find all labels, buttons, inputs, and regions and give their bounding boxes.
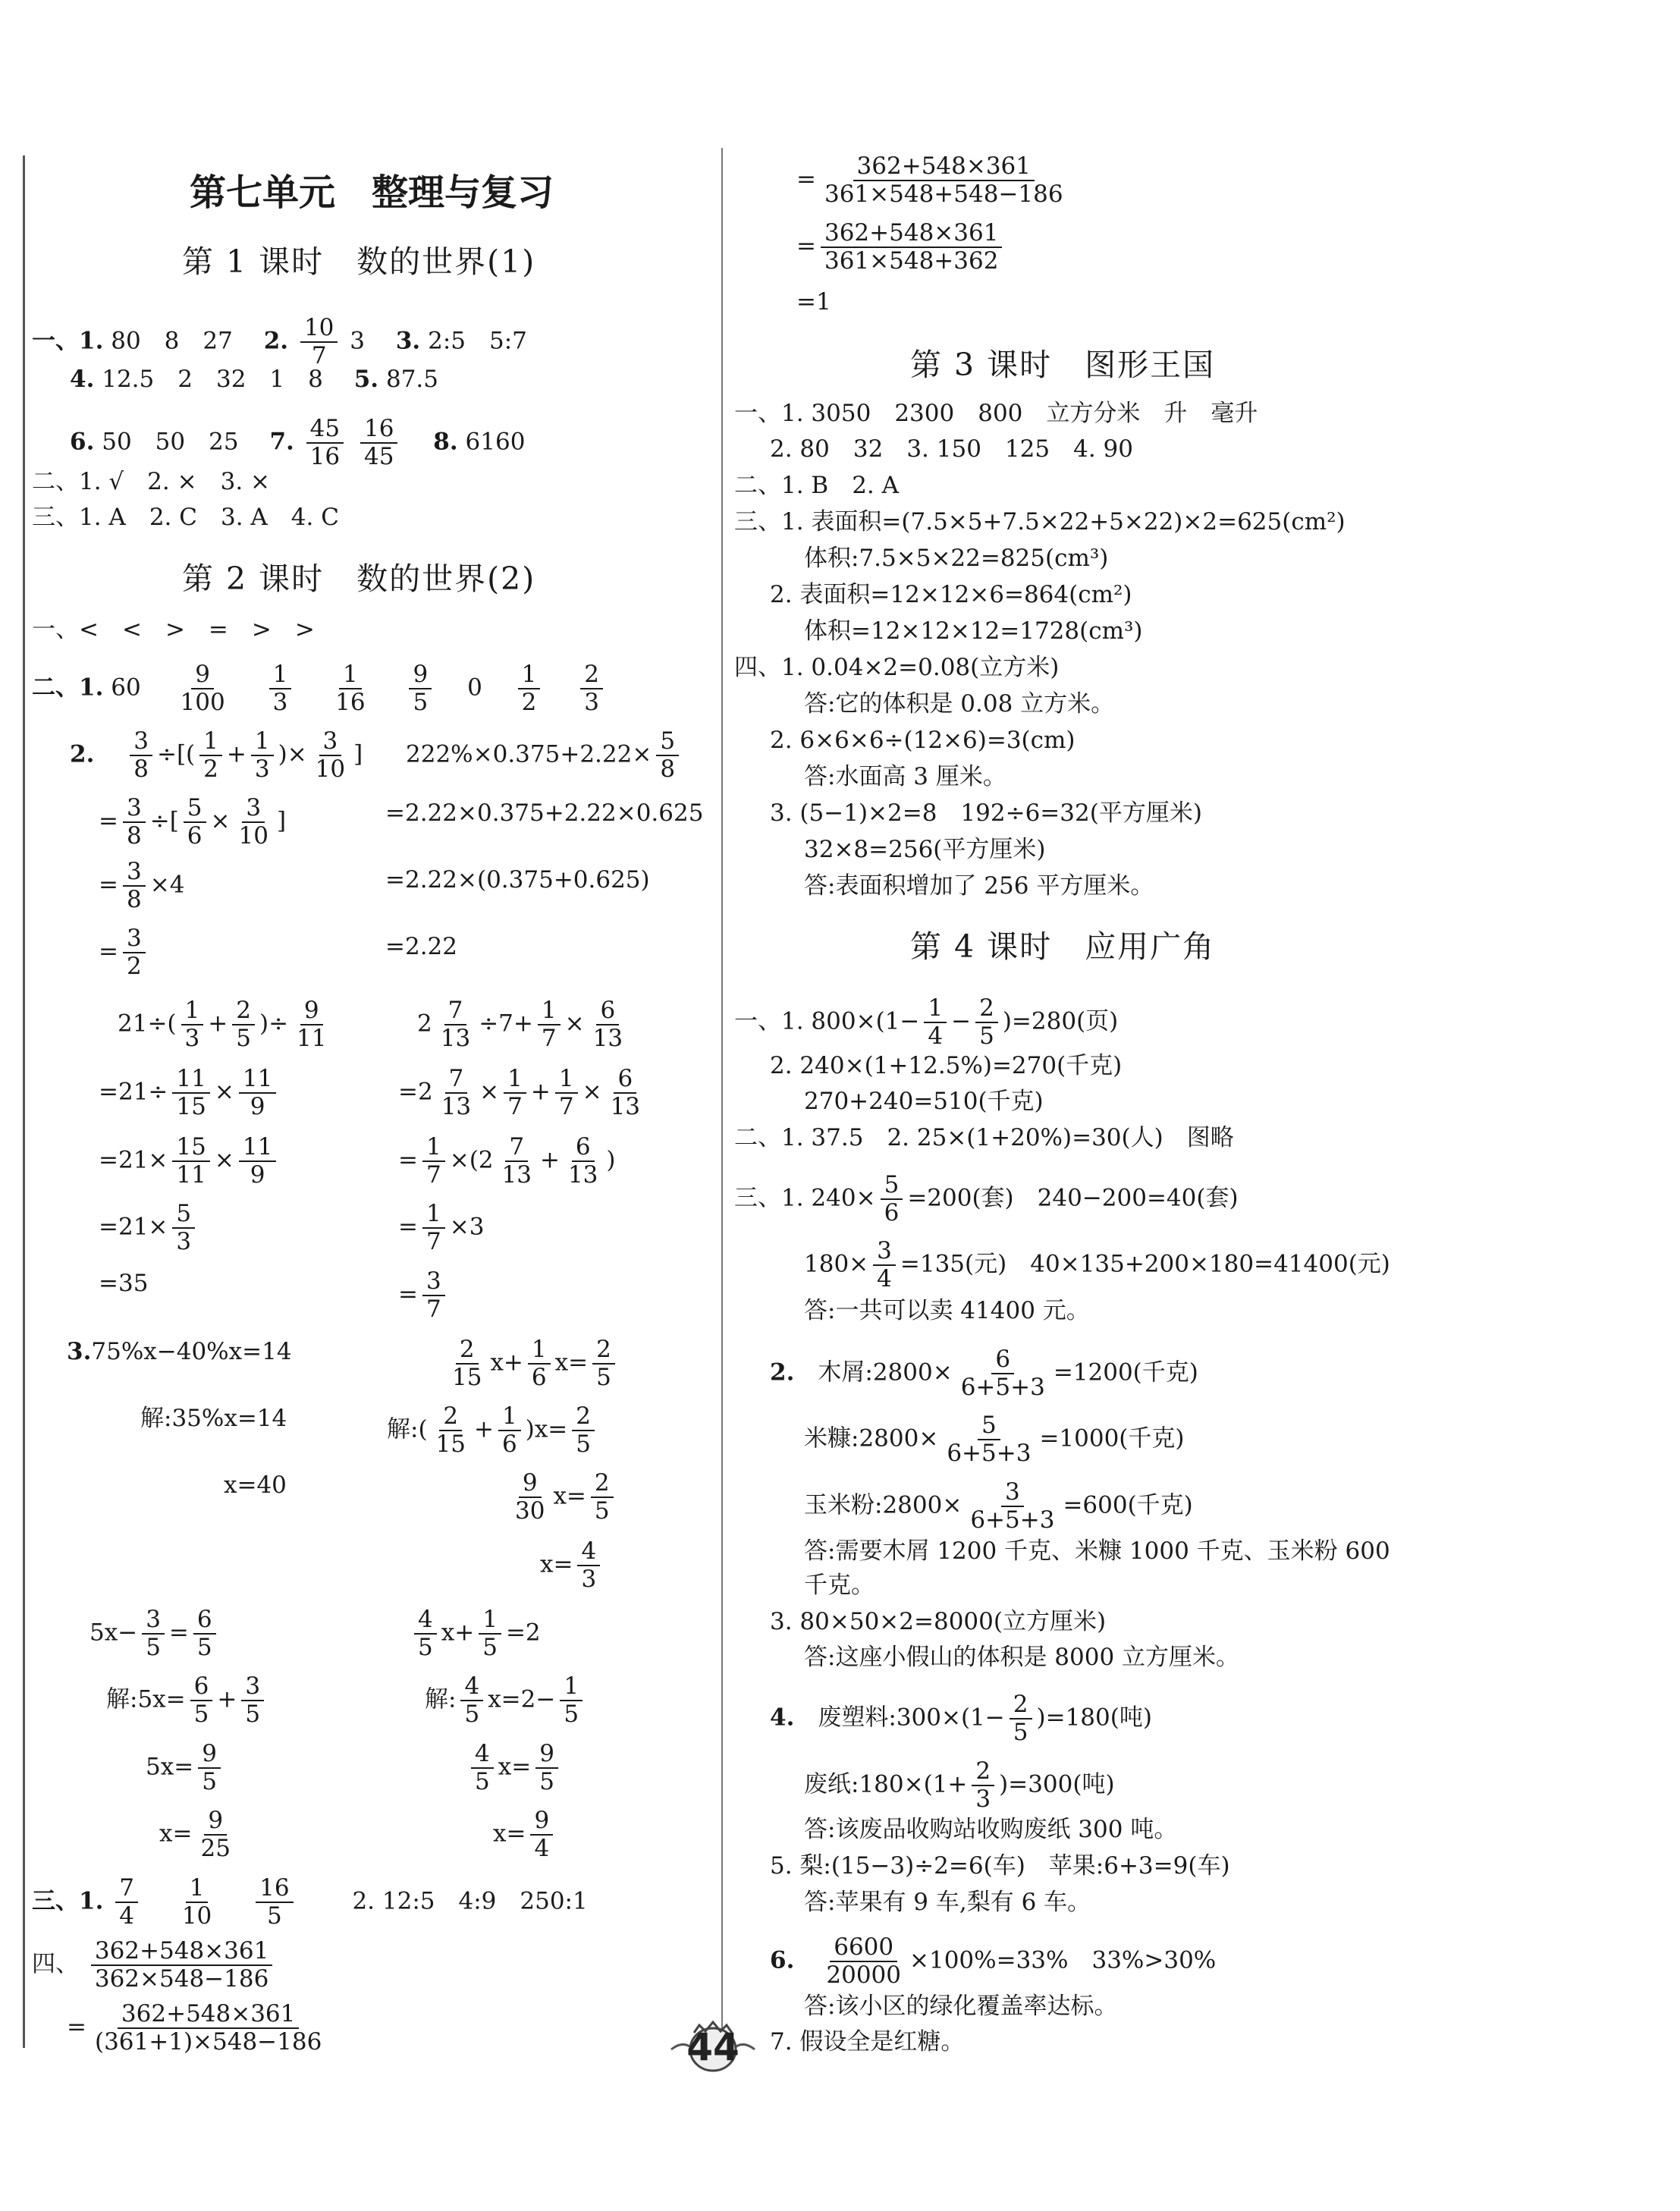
l4-s3-q4c: 答:该废品收购站收购废纸 300 吨。 <box>804 1816 1178 1843</box>
l4-s3-q3: 3. 80×50×2=8000(立方厘米) <box>770 1608 1107 1635</box>
l2-c3-r4: =21× $\frac{5}{3}$ <box>99 1201 199 1255</box>
l2-s2: 二、1. 60 $\frac{9}{100}$ $\frac{1}{3}$ $\frac{1}{16}$ $\frac{9}{5}$ 0 $\frac{1}{2}$ $\frac{2}{3}$ <box>32 661 608 716</box>
l4-s3-q2d: 答:需要木屑 1200 千克、米糠 1000 千克、玉米粉 600 <box>804 1537 1390 1565</box>
l3-s2: 二、1. B 2. A <box>734 472 900 499</box>
l4-s3-q2e: 千克。 <box>804 1572 875 1599</box>
l2-e4-r1: $\frac{4}{5}$ x+ $\frac{1}{5}$ =2 <box>410 1606 541 1661</box>
l4-s3-q1: 三、1. 240× $\frac{5}{6}$ =200(套) 240−200=40(套) <box>734 1171 1239 1226</box>
l3-s4-q2: 2. 6×6×6÷(12×6)=3(cm) <box>770 727 1076 754</box>
l2-c1-r4: = $\frac{3}{2}$ <box>99 925 150 980</box>
l1-q4: 4. 12.5 2 32 1 8 5. 87.5 <box>70 366 438 393</box>
l2-e3-r3: 5x= $\frac{9}{5}$ <box>146 1741 225 1795</box>
l2-s3: 三、1. $\frac{7}{4}$ $\frac{1}{10}$ $\frac{16}{5}$ 2. 12:5 4:9 250:1 <box>32 1874 588 1930</box>
l4-s3-q5: 5. 梨:(15−3)÷2=6(车) 苹果:6+3=9(车) <box>770 1852 1230 1880</box>
l2-e4-r2: 解: $\frac{4}{5}$ x=2− $\frac{1}{5}$ <box>425 1673 587 1728</box>
l2-c3-r2: =21÷ $\frac{11}{15}$ × $\frac{11}{9}$ <box>99 1066 281 1120</box>
l2-c2-r4: =2.22 <box>385 933 457 960</box>
l4-s2: 二、1. 37.5 2. 25×(1+20%)=30(人) 图略 <box>734 1124 1234 1151</box>
l3-s4-q3b: 32×8=256(平方厘米) <box>804 836 1046 863</box>
l4-s3-q2c: 玉米粉:2800× $\frac{3}{6+5+3}$ =600(千克) <box>804 1478 1193 1534</box>
l2-s1: 一、< < > = > > <box>32 616 315 643</box>
lesson1-title: 第 1 课时 数的世界(1) <box>182 243 536 280</box>
page-number: 44 <box>686 2025 740 2069</box>
l2-e3-r2: 解:5x= $\frac{6}{5}$ + $\frac{3}{5}$ <box>106 1673 268 1728</box>
l4-s3-q7: 7. 假设全是红糖。 <box>770 2028 965 2056</box>
l4-s3-q6: 6. $\frac{6600}{20000}$ ×100%=33% 33%>30% <box>770 1933 1217 1989</box>
l4-q1: 一、1. 800×(1− $\frac{1}{4}$ − $\frac{2}{5}$ )=280(页) <box>734 994 1119 1050</box>
column-divider <box>721 148 723 2056</box>
l3-s4-q2b: 答:水面高 3 厘米。 <box>804 763 1006 790</box>
r-top-r3: =1 <box>796 288 831 316</box>
l3-s3-q2b: 体积=12×12×12=1728(cm³) <box>804 617 1143 645</box>
l4-s3-q2b: 米糠:2800× $\frac{5}{6+5+3}$ =1000(千克) <box>804 1412 1185 1467</box>
l2-e2-r1: $\frac{2}{15}$ x+ $\frac{1}{6}$ x= $\frac{2}{5}$ <box>444 1336 620 1391</box>
l4-s3-q1b: 180× $\frac{3}{4}$ =135(元) 40×135+200×180=41400(元) <box>804 1237 1390 1292</box>
l3-s4-q1b: 答:它的体积是 0.08 立方米。 <box>804 690 1115 718</box>
l2-e3-r1: 5x− $\frac{3}{5}$ = $\frac{6}{5}$ <box>89 1606 221 1661</box>
l2-c4-r5: = $\frac{3}{7}$ <box>398 1268 450 1323</box>
l2-c1-r2: = $\frac{3}{8}$ ÷[ $\frac{5}{6}$ × $\frac{3}{10}$ ] <box>99 794 287 850</box>
l3-s3-q2: 2. 表面积=12×12×6=864(cm²) <box>770 581 1132 608</box>
l2-c2-r2: =2.22×0.375+2.22×0.625 <box>385 799 704 827</box>
l2-e4-r3: $\frac{4}{5}$ x= $\frac{9}{5}$ <box>466 1741 563 1795</box>
l1-s2: 二、1. √ 2. × 3. × <box>32 468 270 495</box>
lesson3-title: 第 3 课时 图形王国 <box>910 347 1216 383</box>
l2-c3-r5: =35 <box>99 1270 149 1297</box>
l2-c2-r3: =2.22×(0.375+0.625) <box>385 866 650 894</box>
l3-s4-q3c: 答:表面积增加了 256 平方厘米。 <box>804 872 1154 900</box>
l4-s3-q4: 4. 废塑料:300×(1− $\frac{2}{5}$ )=180(吨) <box>770 1691 1152 1746</box>
l2-e1-r1: 3.75%x−40%x=14 <box>67 1338 292 1365</box>
l4-s3-q2: 2. 木屑:2800× $\frac{6}{6+5+3}$ =1200(千克) <box>770 1346 1198 1401</box>
l1-s3: 三、1. A 2. C 3. A 4. C <box>32 504 339 531</box>
l2-e4-r4: x= $\frac{9}{4}$ <box>493 1807 557 1862</box>
l3-s4-q1: 四、1. 0.04×2=0.08(立方米) <box>734 654 1060 681</box>
l3-s3-q1b: 体积:7.5×5×22=825(cm³) <box>804 545 1109 572</box>
l2-e2-r2: 解:( $\frac{2}{15}$ + $\frac{1}{6}$ )x= $\frac{2}{5}$ <box>387 1403 599 1458</box>
l3-s1-q2: 2. 80 32 3. 150 125 4. 90 <box>770 435 1133 463</box>
l4-s3-q3b: 答:这座小假山的体积是 8000 立方厘米。 <box>804 1644 1240 1671</box>
l2-e3-r4: x= $\frac{9}{25}$ <box>159 1807 231 1862</box>
l1-q1: 一、1. 80 8 27 2. $\frac{10}{7}$ 3 3. 2:5 5:7 <box>32 314 527 369</box>
lesson4-title: 第 4 课时 应用广角 <box>910 928 1216 965</box>
lesson2-title: 第 2 课时 数的世界(2) <box>182 561 536 597</box>
l2-c2-r1: 222%×0.375+2.22× $\frac{5}{8}$ <box>406 728 683 783</box>
r-top-r2: = $\frac{362+548\times 361}{361\times 548+362}$ <box>796 220 1006 275</box>
l3-s1-q1: 一、1. 3050 2300 800 立方分米 升 毫升 <box>734 400 1258 427</box>
l4-s3-q5b: 答:苹果有 9 车,梨有 6 车。 <box>804 1889 1091 1916</box>
l4-s3-q6b: 答:该小区的绿化覆盖率达标。 <box>804 1993 1118 2020</box>
l2-e1-r3: x=40 <box>224 1471 287 1499</box>
l2-c1-r3: = $\frac{3}{8}$ ×4 <box>99 858 185 913</box>
l2-c1-r1: 2. $\frac{3}{8}$ ÷[( $\frac{1}{2}$ + $\frac{1}{3}$ )× $\frac{3}{10}$ ] <box>70 727 363 783</box>
l4-q2: 2. 240×(1+12.5%)=270(千克) <box>770 1052 1123 1079</box>
l2-e2-r4: x= $\frac{4}{3}$ <box>540 1538 604 1593</box>
l3-s4-q3: 3. (5−1)×2=8 192÷6=32(平方厘米) <box>770 799 1202 827</box>
unit-title: 第七单元 整理与复习 <box>190 171 554 214</box>
page-number-badge <box>667 2018 758 2078</box>
l2-s4-r1: 四、 $\frac{362+548\times 361}{362\times 548-186}$ <box>32 1938 277 1993</box>
l4-q2b: 270+240=510(千克) <box>804 1088 1044 1115</box>
l4-s3-q1c: 答:一共可以卖 41400 元。 <box>804 1297 1090 1324</box>
l4-s3-q4b: 废纸:180×(1+ $\frac{2}{3}$ )=300(吨) <box>804 1757 1115 1813</box>
l3-s3-q1: 三、1. 表面积=(7.5×5+7.5×22+5×22)×2=625(cm²) <box>734 508 1346 535</box>
l2-c4-r4: = $\frac{1}{7}$ ×3 <box>398 1200 485 1255</box>
l2-s4-r2: = $\frac{362+548\times 361}{(361+1)\times 548-186}$ <box>67 2000 322 2056</box>
l2-e1-r2: 解:35%x=14 <box>140 1405 287 1432</box>
l2-c4-r1: 2 $\frac{7}{13}$ ÷7+ $\frac{1}{7}$ × $\frac{6}{13}$ <box>417 997 623 1052</box>
l2-e2-r3: $\frac{9}{30}$ x= $\frac{2}{5}$ <box>507 1470 618 1525</box>
r-top-r1: = $\frac{362+548\times 361}{361\times 548+548-186}$ <box>796 152 1063 208</box>
l2-c4-r3: = $\frac{1}{7}$ ×(2 $\frac{7}{13}$ + $\frac{6}{13}$ ) <box>398 1133 616 1189</box>
l2-c3-r3: =21× $\frac{15}{11}$ × $\frac{11}{9}$ <box>99 1134 281 1189</box>
l1-q6: 6. 50 50 25 7. $\frac{45}{16}$ $\frac{16}{45}$ 8. 6160 <box>70 415 526 470</box>
l2-c3-r1: 21÷( $\frac{1}{3}$ + $\frac{2}{5}$ )÷ $\frac{9}{11}$ <box>118 997 327 1052</box>
l2-c4-r2: =2 $\frac{7}{13}$ × $\frac{1}{7}$ + $\frac{1}{7}$ × $\frac{6}{13}$ <box>398 1065 641 1120</box>
left-margin-rule <box>23 155 25 2048</box>
